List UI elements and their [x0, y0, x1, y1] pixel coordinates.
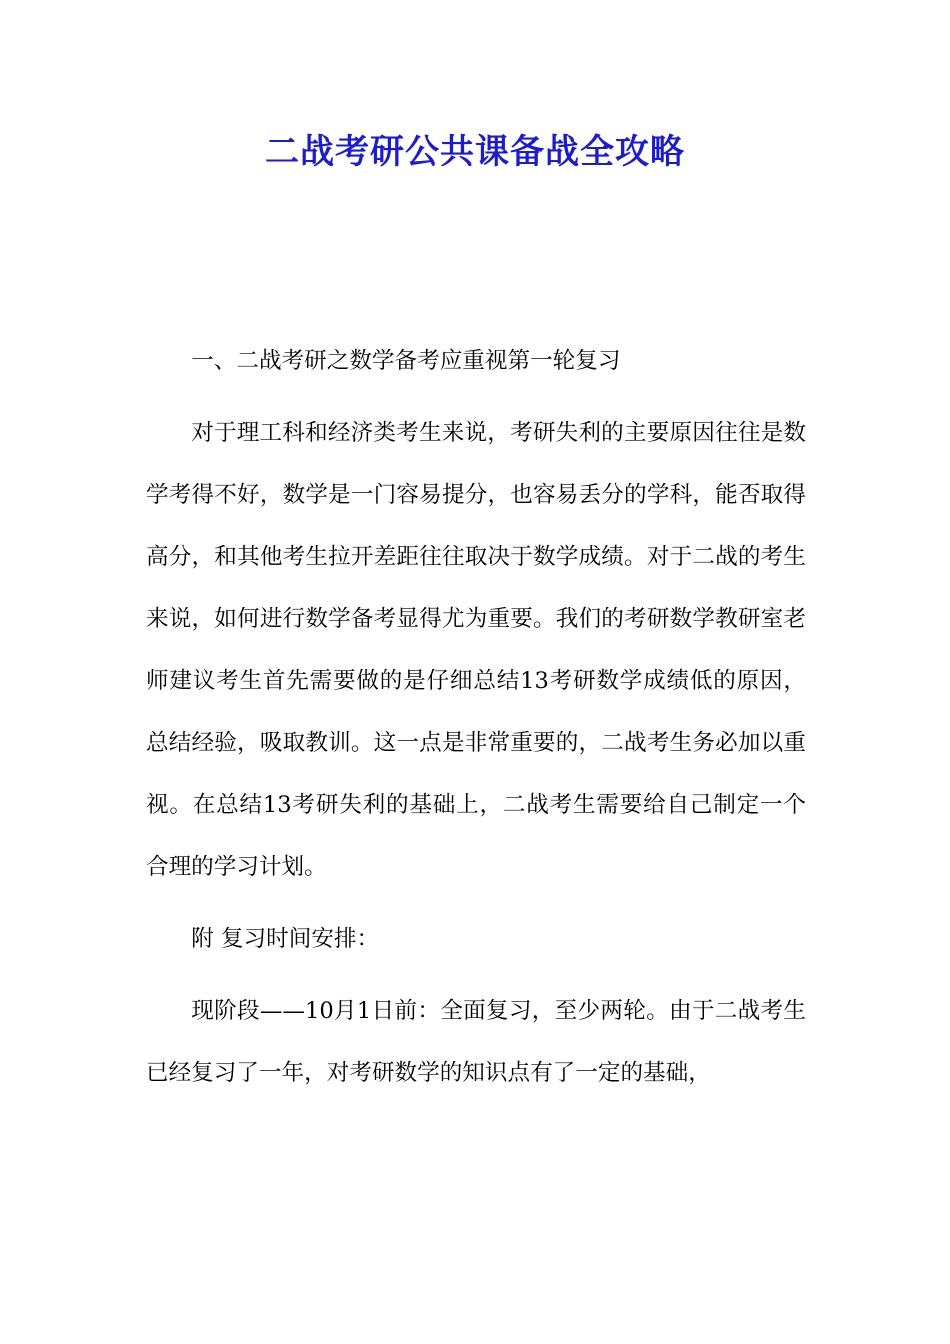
document-title: 二战考研公共课备战全攻略 — [265, 132, 685, 172]
paragraph: 对于理工科和经济类考生来说，考研失利的主要原因往往是数学考得不好，数学是一门容易提分，也容易丢分的学科，能否取得高分，和其他考生拉开差距往往取决于数学成绩。对于二战的考生来说，如何进行数学备考显得尤为重要。我们的考研数学教研室老师建议考生首先需要做的是仔细总结13考研数学成绩低的原因，总结经验，吸取教训。这一点是非常重要的，二战考生务必加以重视。在总结13考研失利的基础上，二战考生需要给自己制定一个合理的学习计划。 — [146, 420, 806, 880]
section-heading: 一、二战考研之数学备考应重视第一轮复习 — [191, 348, 621, 374]
paragraph: 现阶段——10月1日前：全面复习，至少两轮。由于二战考生已经复习了一年，对考研数学的知识点有了一定的基础， — [146, 998, 806, 1086]
appendix-heading: 附 复习时间安排： — [191, 926, 380, 952]
document-body — [146, 330, 806, 1114]
